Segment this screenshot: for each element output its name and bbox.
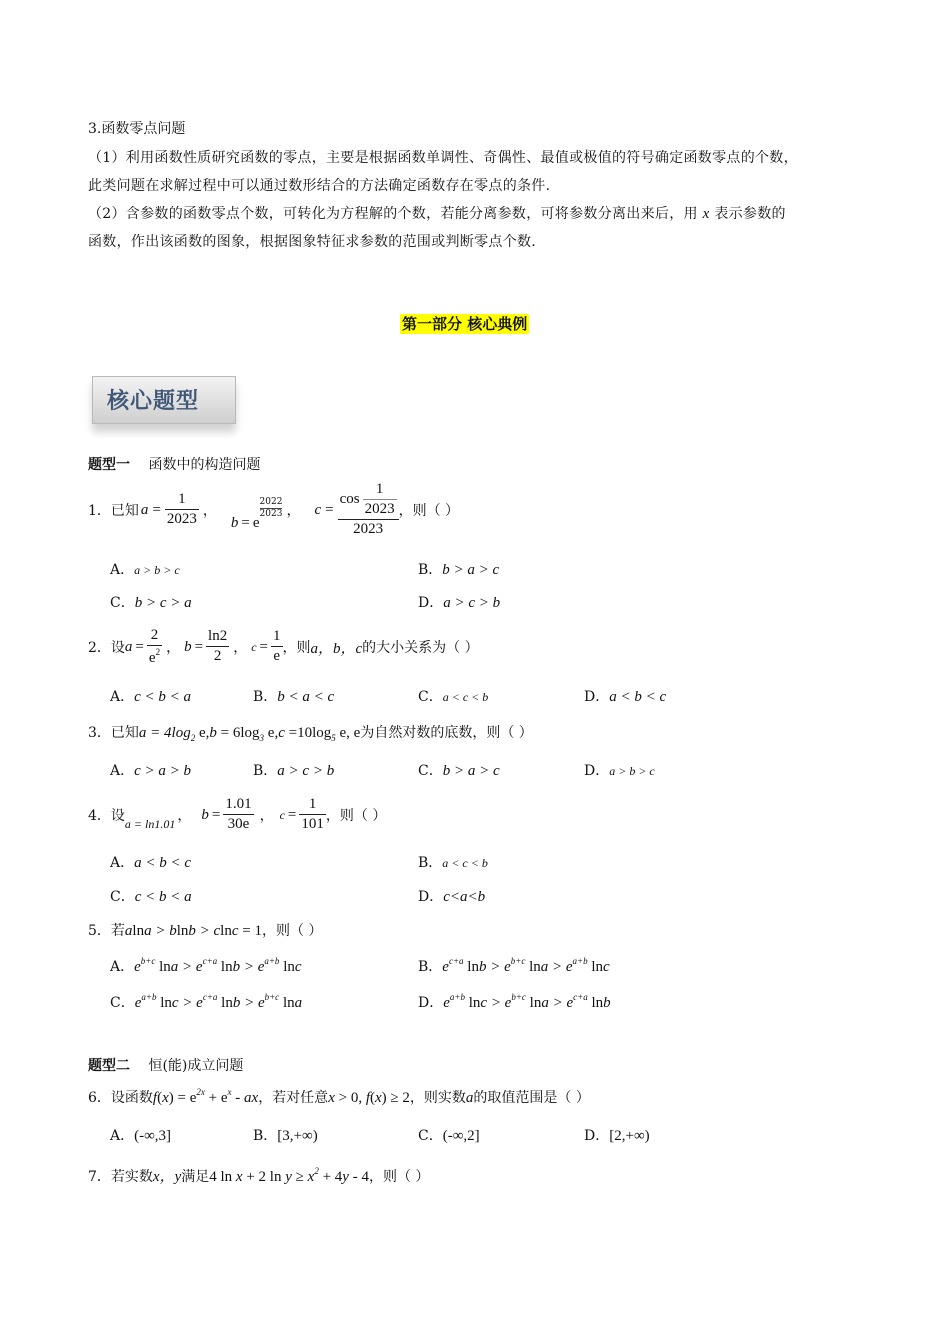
q2-tail-b: 的大小关系为（ ） bbox=[362, 640, 479, 656]
q3-formula-a: a = 4log bbox=[138, 725, 191, 741]
q7-tail: ，则（ ） bbox=[368, 1169, 430, 1185]
q3-option-b-text: a > c > b bbox=[277, 763, 335, 779]
q1-cos: cos bbox=[339, 491, 360, 508]
q6-tail: ，则实数 bbox=[409, 1090, 466, 1106]
q2-option-d bbox=[584, 686, 666, 706]
q4-b-numerator: 1.01 bbox=[223, 797, 253, 815]
q6-param: a bbox=[465, 1090, 474, 1106]
q5-option-d-text: $e^{a+b}$ $\ln c > e^{b+c}$ $\ln a > e^{c+a}$ lnb bbox=[443, 992, 611, 1011]
q3-option-a bbox=[110, 760, 191, 780]
q2-option-d-text: a < b < c bbox=[609, 689, 667, 705]
q6-option-d-text: [2,+∞) bbox=[609, 1128, 650, 1144]
q1-option-b-label: B． bbox=[418, 562, 443, 578]
q2-eq-b: = bbox=[194, 638, 204, 655]
q6-option-c-label: C． bbox=[418, 1128, 443, 1144]
q4-var-b: b bbox=[201, 806, 209, 823]
type-2-label: 题型二 bbox=[88, 1058, 130, 1074]
q4-option-b-label: B． bbox=[418, 855, 443, 871]
q2-a-den-base: e bbox=[148, 649, 156, 666]
q5-option-d bbox=[418, 992, 611, 1012]
q2-var-b: b bbox=[184, 638, 192, 655]
question-1 bbox=[88, 480, 459, 540]
q1-eq-b: = bbox=[241, 514, 250, 531]
q6-tail-2: 的取值范围是（ ） bbox=[473, 1090, 590, 1106]
q1-option-a bbox=[110, 559, 180, 579]
question-2 bbox=[88, 624, 479, 670]
q6-function: $f(x) = e^{2x} + e^x$ - ax bbox=[152, 1087, 259, 1106]
q2-c-numerator: 1 bbox=[271, 629, 283, 647]
q4-option-b bbox=[418, 852, 488, 872]
q1-option-d bbox=[418, 592, 500, 612]
q5-option-c bbox=[110, 992, 302, 1012]
q4-sep-2: ， bbox=[259, 808, 274, 824]
type-2-name: 恒(能)成立问题 bbox=[148, 1058, 244, 1074]
q4-option-a-text: a < b < c bbox=[134, 855, 192, 871]
q2-option-b-label: B． bbox=[253, 689, 278, 705]
q2-var-a: a bbox=[124, 638, 133, 655]
question-3 bbox=[88, 722, 533, 743]
q1-c-numerator bbox=[338, 482, 399, 520]
q3-sub-2: 2 bbox=[190, 733, 196, 743]
question-5 bbox=[88, 920, 322, 940]
q1-b-exp-den: 2023 bbox=[259, 508, 283, 519]
q1-option-c bbox=[110, 592, 192, 612]
q1-eq-c: = bbox=[325, 501, 334, 518]
q1-c-inner-frac bbox=[363, 482, 397, 518]
q2-var-c: c bbox=[251, 639, 257, 654]
q4-frac-b bbox=[223, 797, 253, 833]
q6-lead: 设函数 bbox=[110, 1090, 153, 1106]
q3-number: 3． bbox=[88, 725, 111, 741]
q4-option-c bbox=[110, 886, 192, 906]
paragraph-2-text-a: （2）含参数的函数零点个数，可转化为方程解的个数，若能分离参数，可将参数分离出来后，用 bbox=[88, 206, 698, 222]
q3-lead: 已知 bbox=[110, 725, 139, 741]
q1-var-c: c bbox=[314, 501, 322, 518]
q1-b-exp-num: 2022 bbox=[259, 496, 283, 507]
q1-a-numerator: 1 bbox=[165, 492, 199, 510]
q3-sub-5: 5 bbox=[331, 733, 336, 743]
q4-option-d-text: c<a<b bbox=[443, 889, 486, 905]
q1-c-inner-den: 2023 bbox=[364, 501, 395, 518]
q6-option-b-label: B． bbox=[253, 1128, 278, 1144]
q2-option-a bbox=[110, 686, 191, 706]
q2-vars: a，b，c bbox=[310, 640, 363, 657]
q2-sep-2: ， bbox=[233, 640, 248, 656]
q4-c-numerator: 1 bbox=[299, 797, 326, 815]
q2-b-denominator: 2 bbox=[213, 648, 222, 664]
q4-lead: 设 bbox=[110, 808, 125, 824]
q1-tail: ，则（ ） bbox=[398, 503, 460, 519]
q4-tail: ，则（ ） bbox=[325, 808, 387, 824]
q6-option-d-label: D． bbox=[584, 1128, 610, 1144]
q1-var-b: b bbox=[230, 514, 239, 531]
q2-b-numerator: ln2 bbox=[206, 629, 229, 647]
paragraph-1-line-1: （1）利用函数性质研究函数的零点，主要是根据函数单调性、奇偶性、最值或极值的符号确定函数零点的个数， bbox=[88, 150, 798, 166]
core-topic-badge bbox=[92, 376, 236, 424]
q4-sep-1: ， bbox=[177, 808, 192, 824]
q4-option-b-text: a < c < b bbox=[442, 856, 488, 870]
type-1-label: 题型一 bbox=[88, 457, 130, 473]
q1-frac-c bbox=[338, 482, 399, 537]
q6-condition: x > 0, f(x) ≥ 2 bbox=[328, 1090, 410, 1106]
q3-option-d bbox=[584, 760, 655, 780]
q1-c-denominator: 2023 bbox=[353, 520, 384, 537]
q5-option-a-label: A． bbox=[110, 959, 135, 975]
q1-option-b bbox=[418, 559, 499, 579]
q4-b-denominator: 30e bbox=[227, 816, 250, 832]
q1-sep-2: ， bbox=[286, 503, 301, 519]
q5-option-d-label: D． bbox=[418, 995, 444, 1011]
question-7 bbox=[88, 1165, 429, 1186]
q1-var-a: a bbox=[140, 501, 149, 518]
q7-lead: 若实数 bbox=[110, 1169, 153, 1185]
q5-option-a bbox=[110, 956, 302, 976]
q3-option-c bbox=[418, 760, 500, 780]
q5-option-b-text: $e^{c+a}$ $\ln b > e^{b+c}$ $\ln a > e^{a+b}$ lnc bbox=[442, 956, 610, 975]
q7-vars: x，y bbox=[152, 1169, 182, 1185]
q4-option-d-label: D． bbox=[418, 889, 444, 905]
paragraph-2-line-1 bbox=[88, 203, 786, 223]
q1-number: 1． bbox=[88, 503, 111, 519]
q2-option-c-label: C． bbox=[418, 689, 443, 705]
q5-condition: alna > blnb > clnc = 1 bbox=[124, 923, 262, 939]
q3-option-c-label: C． bbox=[418, 763, 443, 779]
q3-tail: 为自然对数的底数，则（ ） bbox=[360, 725, 533, 741]
q2-number: 2． bbox=[88, 640, 111, 656]
q3-option-d-text: a > b > c bbox=[609, 764, 655, 778]
q5-option-b-label: B． bbox=[418, 959, 443, 975]
q4-option-c-label: C． bbox=[110, 889, 135, 905]
q2-option-c bbox=[418, 686, 488, 706]
q4-a-expr: a = ln1.01 bbox=[124, 816, 176, 831]
q6-cond-lead: ，若对任意 bbox=[258, 1090, 329, 1106]
type-1-heading bbox=[88, 454, 260, 474]
q1-a-denominator: 2023 bbox=[166, 511, 197, 527]
type-2-heading bbox=[88, 1055, 243, 1075]
question-6 bbox=[88, 1087, 590, 1107]
q1-c-inner-num: 1 bbox=[363, 482, 397, 500]
q3-option-b-label: B． bbox=[253, 763, 278, 779]
q1-sep-1: ， bbox=[202, 503, 217, 519]
q2-a-numerator: 2 bbox=[147, 628, 162, 646]
q3-option-b bbox=[253, 760, 334, 780]
q1-option-c-text: b > c > a bbox=[134, 595, 192, 611]
q4-eq-b: = bbox=[211, 806, 221, 823]
q3-sub-3: 3 bbox=[259, 733, 265, 743]
q5-tail: ，则（ ） bbox=[261, 923, 323, 939]
paragraph-2-text-b: 表示参数的 bbox=[714, 206, 786, 222]
q6-option-b bbox=[253, 1125, 318, 1145]
q4-option-a-label: A． bbox=[110, 855, 135, 871]
q2-option-c-text: a < c < b bbox=[442, 690, 489, 704]
q2-option-d-label: D． bbox=[584, 689, 610, 705]
q4-eq-c: = bbox=[287, 806, 297, 823]
badge-label: 核心题型 bbox=[107, 389, 200, 414]
q5-option-c-text: $e^{a+b}$ $\ln c > e^{c+a}$ $\ln b > e^{b+c}$ lna bbox=[134, 992, 303, 1011]
q1-option-d-text: a > c > b bbox=[443, 595, 501, 611]
q5-lead: 若 bbox=[110, 923, 125, 939]
q7-inequality: 4 ln x + 2 $\ln y \ge x^2 + 4y - 4$ bbox=[209, 1166, 369, 1185]
q7-mid: 满足 bbox=[181, 1169, 210, 1185]
q3-option-c-text: b > a > c bbox=[442, 763, 500, 779]
q3-option-a-text: c > a > b bbox=[134, 763, 192, 779]
q4-frac-c bbox=[299, 797, 326, 833]
q6-option-b-text: [3,+∞) bbox=[277, 1128, 318, 1144]
q1-frac-a bbox=[165, 492, 199, 528]
q3-option-d-label: D． bbox=[584, 763, 610, 779]
q4-number: 4． bbox=[88, 808, 111, 824]
q2-option-b bbox=[253, 686, 334, 706]
q5-option-a-text: $e^{b+c}$ $\ln a > e^{c+a}$ $\ln b > e^{a+b}$ lnc bbox=[134, 956, 302, 975]
q2-option-a-label: A． bbox=[110, 689, 135, 705]
q2-frac-b bbox=[206, 629, 229, 665]
q6-option-a-text: (-∞,3] bbox=[134, 1128, 172, 1144]
type-1-name: 函数中的构造问题 bbox=[148, 457, 261, 473]
q4-option-d bbox=[418, 886, 485, 906]
question-4 bbox=[88, 792, 386, 838]
q2-option-b-text: b < a < c bbox=[277, 689, 335, 705]
q5-option-c-label: C． bbox=[110, 995, 135, 1011]
section-title bbox=[400, 313, 529, 334]
section-title-text: 第一部分 核心典例 bbox=[402, 315, 528, 333]
q1-option-c-label: C． bbox=[110, 595, 135, 611]
q2-eq-a: = bbox=[135, 638, 144, 655]
q1-option-d-label: D． bbox=[418, 595, 444, 611]
q4-option-c-text: c < b < a bbox=[134, 889, 192, 905]
q2-c-denominator: e bbox=[273, 648, 281, 664]
q7-number: 7． bbox=[88, 1169, 111, 1185]
q6-number: 6． bbox=[88, 1090, 111, 1106]
q6-option-d bbox=[584, 1125, 650, 1145]
q2-tail-a: ，则 bbox=[282, 640, 311, 656]
q4-var-c: c bbox=[279, 807, 285, 822]
paragraph-2-line-2: 函数，作出该函数的图象，根据图象特征求参数的范围或判断零点个数. bbox=[88, 234, 537, 250]
q2-a-den-exp: 2 bbox=[155, 646, 161, 657]
q1-option-a-text: a > b > c bbox=[134, 563, 180, 577]
q3-formula: $a = 4\log_2$ $e,b = 6\log_3$ $e,c =10\log_5$ e, e bbox=[138, 725, 361, 743]
q6-option-c-text: (-∞,2] bbox=[442, 1128, 480, 1144]
q6-option-a bbox=[110, 1125, 171, 1145]
q1-option-a-label: A． bbox=[110, 562, 135, 578]
q2-frac-a bbox=[147, 628, 162, 667]
q2-option-a-text: c < b < a bbox=[134, 689, 192, 705]
q5-number: 5． bbox=[88, 923, 111, 939]
paragraph-1-line-2: 此类问题在求解过程中可以通过数形结合的方法确定函数存在零点的条件. bbox=[88, 178, 551, 194]
q4-option-a bbox=[110, 852, 191, 872]
q5-option-b bbox=[418, 956, 610, 976]
q2-sep-1: ， bbox=[166, 640, 181, 656]
q1-base-e: e bbox=[252, 514, 260, 531]
q6-option-c bbox=[418, 1125, 480, 1145]
q1-eq-a: = bbox=[152, 501, 161, 518]
q3-option-a-label: A． bbox=[110, 763, 135, 779]
q6-option-a-label: A． bbox=[110, 1128, 135, 1144]
q1-lead: 已知 bbox=[110, 503, 139, 519]
q1-option-b-text: b > a > c bbox=[442, 562, 500, 578]
q2-lead: 设 bbox=[110, 640, 125, 656]
q2-eq-c: = bbox=[259, 638, 268, 655]
q2-frac-c bbox=[271, 629, 283, 665]
q4-c-denominator: 101 bbox=[301, 816, 324, 832]
q2-a-denominator bbox=[147, 646, 162, 667]
section-heading-zeros: 3.函数零点问题 bbox=[88, 121, 186, 137]
variable-x: x bbox=[702, 206, 710, 222]
q1-b-exponent bbox=[260, 497, 283, 520]
